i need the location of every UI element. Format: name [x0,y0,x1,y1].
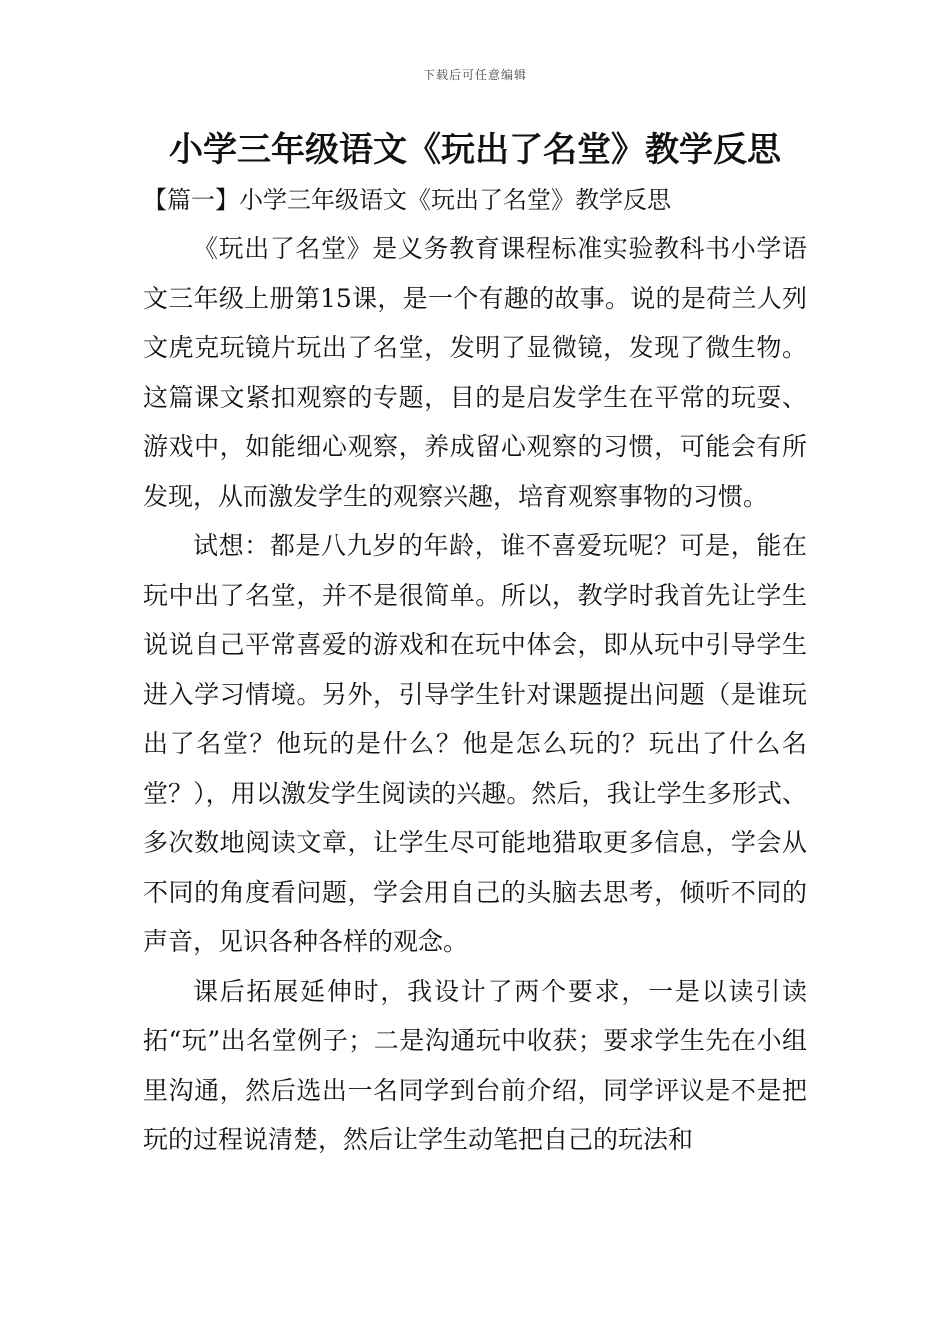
section-heading: 【篇一】小学三年级语文《玩出了名堂》教学反思 [143,186,671,214]
paragraph-1: 《玩出了名堂》是义务教育课程标准实验教科书小学语文三年级上册第15课，是一个有趣的故事。说的是荷兰人列文虎克玩镜片玩出了名堂，发明了显微镜，发现了微生物。这篇课文紧扣观察的专题，目的是启发学生在平常的玩耍、游戏中，如能细心观察，养成留心观察的习惯，可能会有所发现，从而激发学生的观察兴趣，培育观察事物的习惯。 [143,234,807,511]
document-title: 小学三年级语文《玩出了名堂》教学反思 [169,130,781,170]
paragraph-3: 课后拓展延伸时，我设计了两个要求，一是以读引读拓“玩”出名堂例子；二是沟通玩中收获；要求学生先在小组里沟通，然后选出一名同学到台前介绍，同学评议是不是把玩的过程说清楚，然后让学生动笔把自己的玩法和 [143,976,807,1154]
header-note: 下载后可任意编辑 [422,68,527,82]
document-body [143,224,807,1165]
paragraph-2: 试想：都是八九岁的年龄，谁不喜爱玩呢？可是，能在玩中出了名堂，并不是很简单。所以，教学时我首先让学生说说自己平常喜爱的游戏和在玩中体会，即从玩中引导学生进入学习情境。另外，引导学生针对课题提出问题（是谁玩出了名堂？他玩的是什么？他是怎么玩的？玩出了什么名堂？），用以激发学生阅读的兴趣。然后，我让学生多形式、多次数地阅读文章，让学生尽可能地猎取更多信息，学会从不同的角度看问题，学会用自己的头脑去思考，倾听不同的声音，见识各种各样的观念。 [143,531,807,956]
